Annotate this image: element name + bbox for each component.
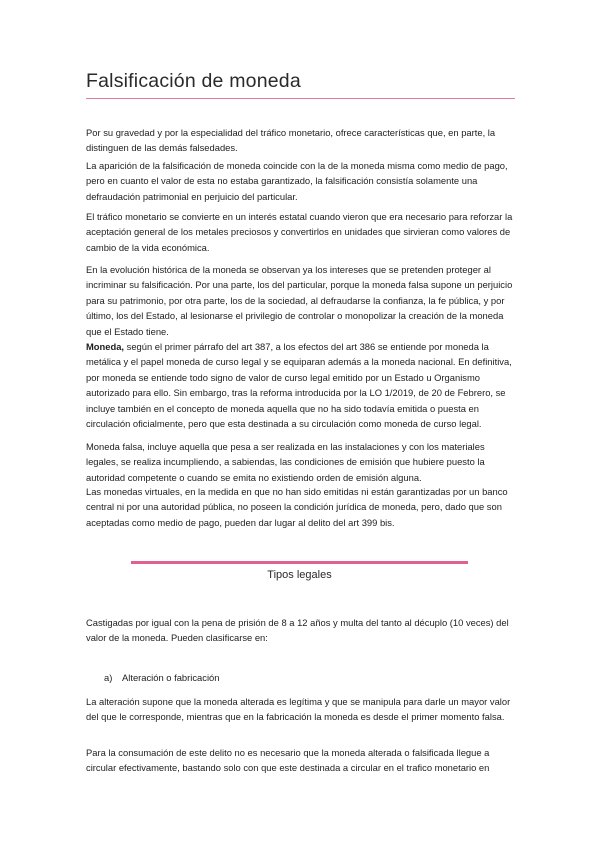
title-divider xyxy=(86,98,515,99)
section-divider xyxy=(131,561,468,564)
paragraph-castigadas: Castigadas por igual con la pena de prisión de 8 a 12 años y multa del tanto al décuplo (10 veces) del valor de la moneda. Pueden clasificarse en: xyxy=(86,617,509,644)
moneda-term: Moneda, xyxy=(86,341,125,352)
section-title: Tipos legales xyxy=(267,569,332,581)
moneda-definition: según el primer párrafo del art 387, a los efectos del art 386 se entiende por moneda la metálica y el papel moneda de curso legal y se equiparan además a la moneda nacional. En definitiva, por moneda se entiende todo signo de valor de curso legal emitido por un Estado u Organismo autorizado para ello. Sin embargo, tras la reforma introducida por la LO 1/2019, de 20 de Febrero, se incluye también en el concepto de moneda aquella que no ha sido todavía emitida o puesta en circulación oficialmente, pero que esta destinada a su circulación como moneda de curso legal. xyxy=(86,341,512,430)
paragraph-monedas-virtuales: Las monedas virtuales, en la medida en que no han sido emitidas ni están garantizadas por un banco central ni por una autoridad pública, no poseen la condición jurídica de moneda, pero, dado que son aceptadas como medio de pago, pueden dar lugar al delito del art 399 bis. xyxy=(86,486,508,528)
page-title: Falsificación de moneda xyxy=(86,70,301,92)
paragraph-moneda xyxy=(86,339,516,431)
list-marker: a) xyxy=(104,672,113,683)
paragraph-aparicion: La aparición de la falsificación de moneda coincide con la de la moneda misma como medio de pago, pero en cuanto el valor de esta no estaba garantizado, la falsificación consistía solamente una defraudación patrimonial en perjuicio del particular. xyxy=(86,160,508,202)
paragraph-trafico: El tráfico monetario se convierte en un interés estatal cuando vieron que era necesario para reforzar la aceptación general de los metales preciosos y convertirlos en unidades que sirvieran como valores de cambio de la vida económica. xyxy=(86,211,513,253)
paragraph-consumacion: Para la consumación de este delito no es necesario que la moneda alterada o falsificada llegue a circular efectivamente, bastando solo con que este destinada a circular en el trafico monetario en xyxy=(86,747,490,774)
paragraph-evolucion: En la evolución histórica de la moneda se observan ya los intereses que se pretenden proteger al incriminar su falsificación. Por una parte, los del particular, porque la moneda falsa supone un perjuicio para su patrimonio, por otra parte, los de la sociedad, al defraudarse la confianza, la fe pública, y por último, los del Estado, al lesionarse el privilegio de controlar o monopolizar la creación de la moneda que el Estado tiene. xyxy=(86,264,513,337)
paragraph-moneda-falsa: Moneda falsa, incluye aquella que pesa a ser realizada en las instalaciones y con los materiales legales, se realiza incumpliendo, a sabiendas, las condiciones de emisión que hubiere puesto la autoridad competente o cuando se emita no existiendo orden de emisión alguna. xyxy=(86,441,485,483)
list-item-alteracion xyxy=(104,672,219,683)
paragraph-alteracion: La alteración supone que la moneda alterada es legítima y que se manipula para darle un mayor valor del que le corresponde, mientras que en la fabricación la moneda es desde el primer momento falsa. xyxy=(86,696,511,723)
paragraph-intro: Por su gravedad y por la especialidad del tráfico monetario, ofrece características que, en parte, la distinguen de las demás falsedades. xyxy=(86,127,496,154)
list-item-label: Alteración o fabricación xyxy=(122,672,220,683)
